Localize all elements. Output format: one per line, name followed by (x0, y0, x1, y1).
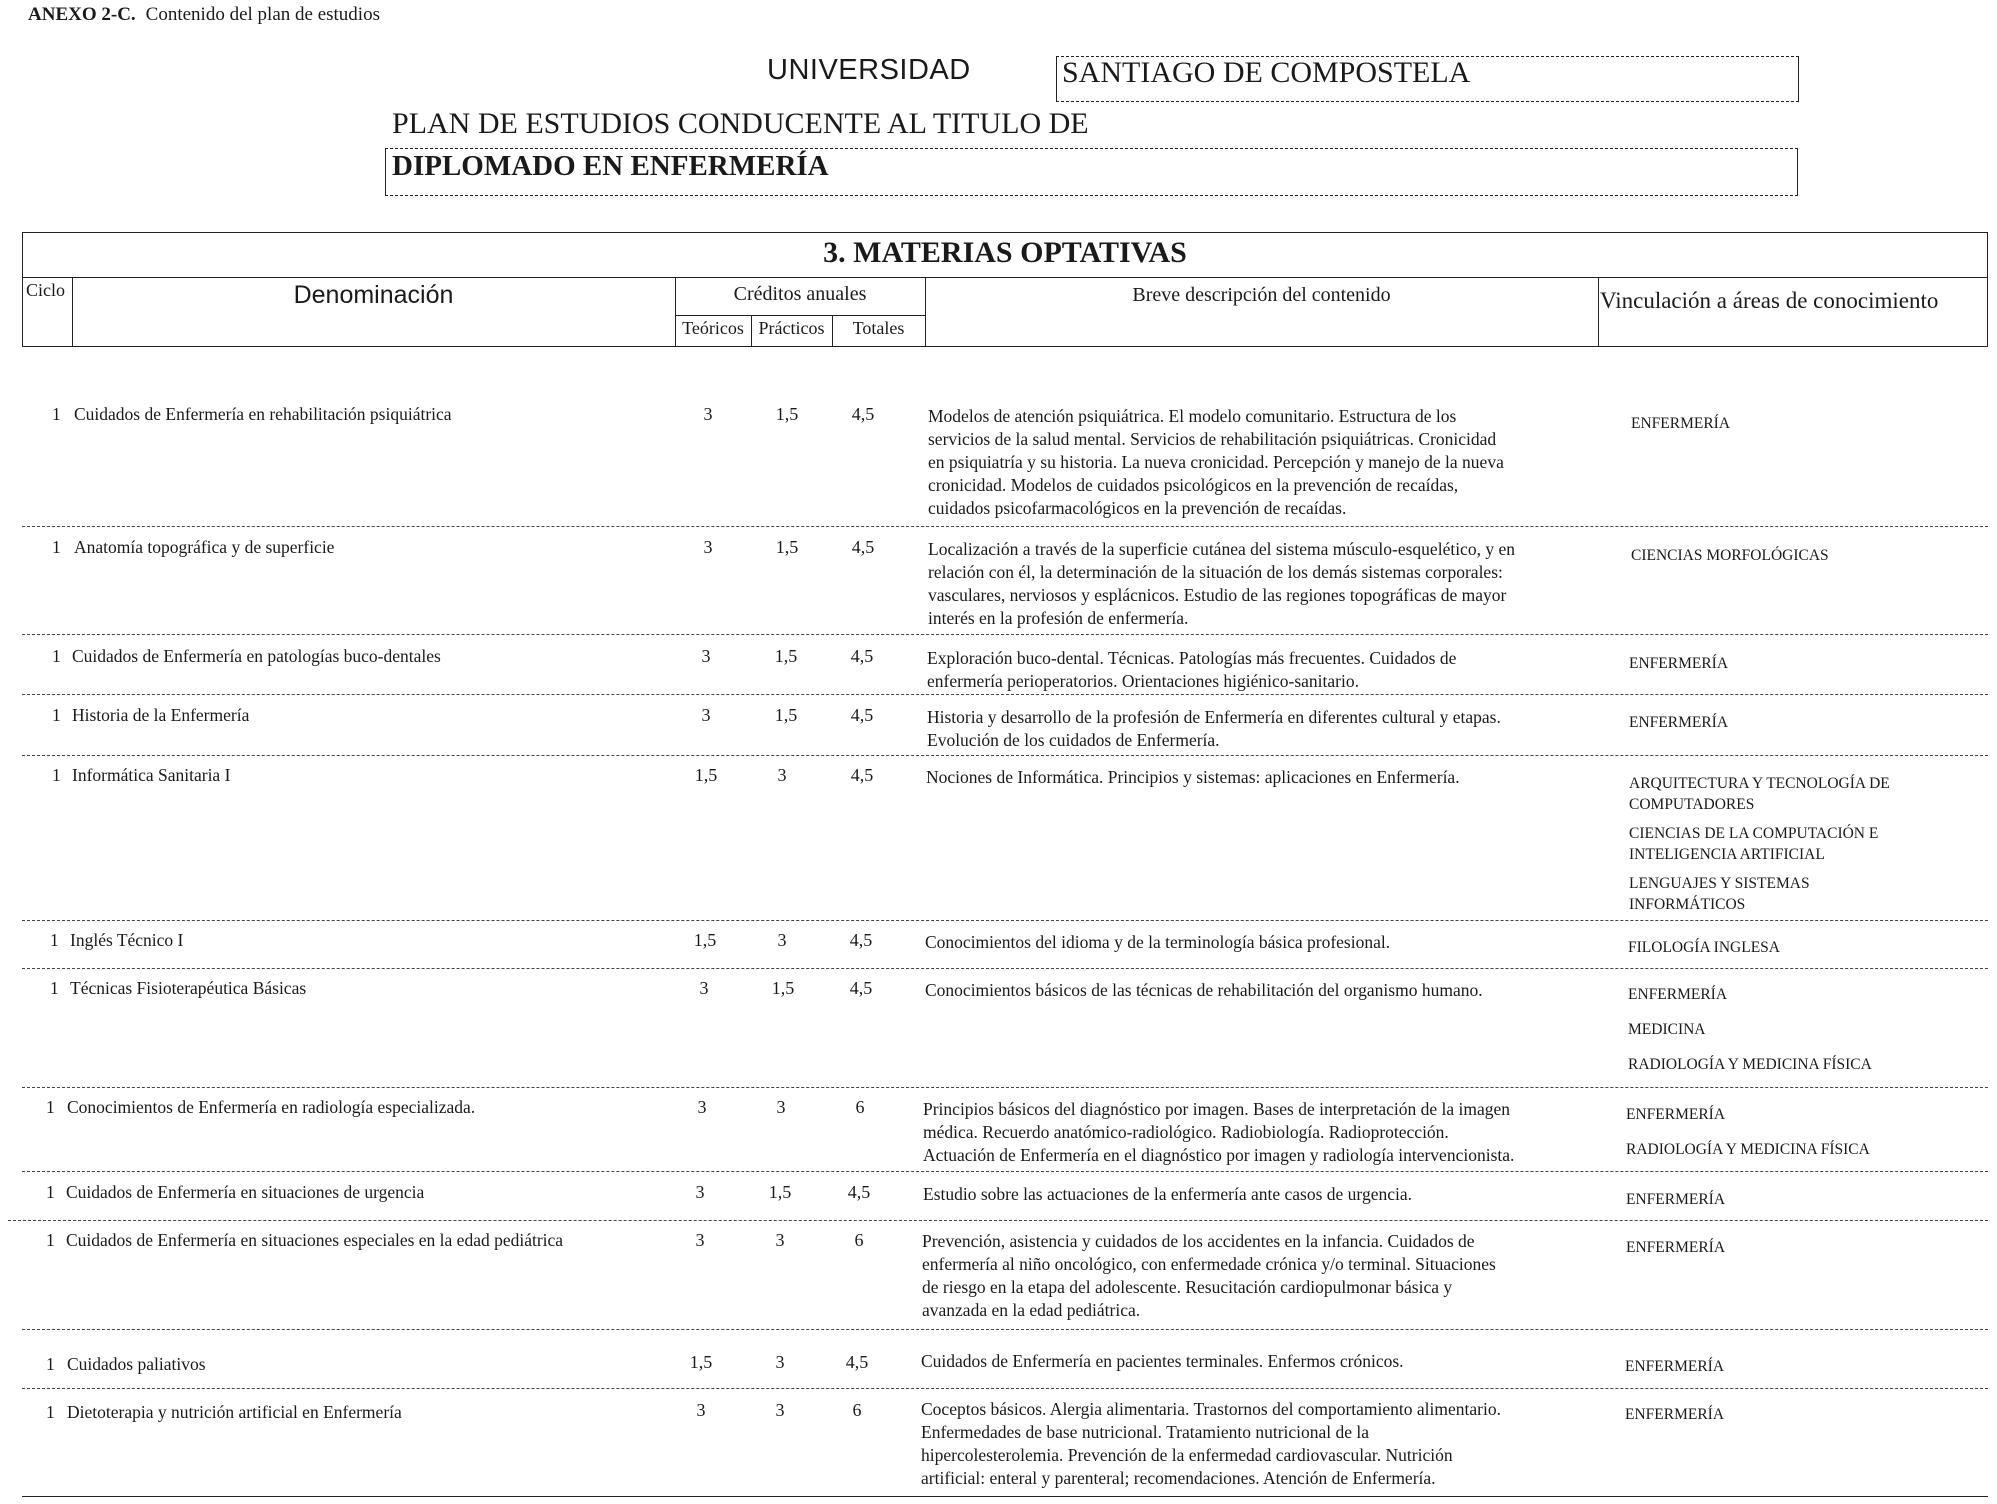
desc-line: Nociones de Informática. Principios y sistemas: aplicaciones en Enfermería. (926, 767, 1460, 787)
area-line: COMPUTADORES (1629, 796, 1755, 813)
row-area: ENFERMERÍA (1629, 714, 1729, 731)
area-line: ENFERMERÍA (1626, 1106, 1726, 1123)
row-teoricos: 3 (696, 1400, 706, 1420)
table-bottom-border (22, 1496, 1988, 1497)
desc-line: enfermería al niño oncológico, con enfermedade crónica y/o terminal. Situaciones (922, 1254, 1496, 1274)
row-separator (22, 1171, 1988, 1172)
row-denominacion: Dietoterapia y nutrición artificial en Enfermería (67, 1402, 402, 1422)
desc-line: Evolución de los cuidados de Enfermería. (927, 730, 1220, 750)
row-practicos: 1,5 (775, 537, 799, 557)
row-descripcion (926, 766, 1586, 789)
col-header-ciclo: Ciclo (26, 280, 65, 300)
col-header-practicos: Prácticos (758, 318, 825, 338)
section-title: 3. MATERIAS OPTATIVAS (823, 236, 1187, 269)
desc-line: relación con él, la determinación de la situación de los demás sistemas corporales: (928, 562, 1503, 582)
row-area: ENFERMERÍA (1625, 1406, 1725, 1423)
row-practicos: 1,5 (771, 978, 795, 998)
row-practicos: 1,5 (774, 646, 798, 666)
row-denominacion: Cuidados de Enfermería en patologías buco-dentales (72, 646, 441, 666)
row-ciclo: 1 (50, 930, 59, 950)
row-practicos: 3 (775, 1400, 785, 1420)
university-label: UNIVERSIDAD (767, 54, 971, 86)
row-denominacion: Técnicas Fisioterapéutica Básicas (70, 978, 307, 998)
row-practicos: 3 (777, 765, 787, 785)
row-descripcion (923, 1098, 1583, 1167)
desc-line: Principios básicos del diagnóstico por imagen. Bases de interpretación de la imagen (923, 1099, 1511, 1119)
row-practicos: 3 (776, 1097, 786, 1117)
row-practicos: 3 (777, 930, 787, 950)
area-line: RADIOLOGÍA Y MEDICINA FÍSICA (1628, 1056, 1872, 1073)
row-totales: 6 (855, 1097, 865, 1117)
area-line: INFORMÁTICOS (1629, 896, 1746, 913)
row-area (1629, 773, 1890, 915)
row-totales: 4,5 (847, 1182, 871, 1202)
row-totales: 6 (854, 1230, 864, 1250)
row-descripcion (925, 979, 1585, 1002)
row-teoricos: 1,5 (689, 1352, 713, 1372)
row-teoricos: 3 (701, 705, 711, 725)
row-descripcion (925, 931, 1585, 954)
row-descripcion (921, 1398, 1581, 1490)
row-area: FILOLOGÍA INGLESA (1628, 939, 1780, 956)
row-descripcion (928, 405, 1588, 520)
degree-title: DIPLOMADO EN ENFERMERÍA (392, 150, 829, 182)
desc-line: Localización a través de la superficie cutánea del sistema músculo-esquelético, y en (928, 539, 1515, 559)
row-ciclo: 1 (52, 537, 61, 557)
row-teoricos: 3 (699, 978, 709, 998)
row-teoricos: 3 (703, 537, 713, 557)
row-denominacion: Cuidados paliativos (67, 1354, 206, 1374)
row-totales: 4,5 (850, 646, 874, 666)
desc-line: en psiquiatría y su historia. La nueva cronicidad. Percepción y manejo de la nueva (928, 452, 1504, 472)
col-header-creditos: Créditos anuales (733, 283, 867, 305)
row-totales: 4,5 (851, 404, 875, 424)
row-totales: 4,5 (851, 537, 875, 557)
col-header-descripcion: Breve descripción del contenido (1132, 284, 1391, 306)
row-practicos: 3 (775, 1352, 785, 1372)
row-teoricos: 1,5 (694, 765, 718, 785)
row-ciclo: 1 (50, 978, 59, 998)
plan-label: PLAN DE ESTUDIOS CONDUCENTE AL TITULO DE (392, 107, 1089, 140)
desc-line: cronicidad. Modelos de cuidados psicológicos en la prevención de recaídas, (928, 475, 1459, 495)
desc-line: Modelos de atención psiquiátrica. El modelo comunitario. Estructura de los (928, 406, 1457, 426)
col-header-teoricos: Teóricos (682, 318, 744, 338)
desc-line: avanzada en la edad pediátrica. (922, 1300, 1141, 1320)
row-teoricos: 3 (697, 1097, 707, 1117)
row-ciclo: 1 (46, 1402, 55, 1422)
row-denominacion: Informática Sanitaria I (72, 765, 231, 785)
row-practicos: 1,5 (774, 705, 798, 725)
row-separator (22, 755, 1988, 756)
row-denominacion: Anatomía topográfica y de superficie (74, 537, 335, 557)
row-practicos: 3 (775, 1230, 785, 1250)
header-divider (22, 277, 1988, 278)
row-denominacion: Cuidados de Enfermería en situaciones de urgencia (66, 1182, 425, 1202)
row-ciclo: 1 (52, 404, 61, 424)
row-ciclo: 1 (46, 1097, 55, 1117)
row-denominacion: Cuidados de Enfermería en situaciones especiales en la edad pediátrica (66, 1230, 564, 1250)
row-area (1626, 1104, 1870, 1160)
row-practicos: 1,5 (775, 404, 799, 424)
desc-line: servicios de la salud mental. Servicios de rehabilitación psiquiátricas. Cronicidad (928, 429, 1497, 449)
row-separator (22, 920, 1988, 921)
desc-line: vasculares, nerviosos y esplácnicos. Estudio de las regiones topográficas de mayor (928, 585, 1507, 605)
row-area: ENFERMERÍA (1626, 1191, 1726, 1208)
col-divider (1598, 277, 1599, 347)
desc-line: Conocimientos básicos de las técnicas de rehabilitación del organismo humano. (925, 980, 1483, 1000)
row-separator (22, 968, 1988, 969)
desc-line: Cuidados de Enfermería en pacientes terminales. Enfermos crónicos. (921, 1351, 1404, 1371)
col-header-denominacion: Denominación (293, 281, 454, 309)
row-totales: 4,5 (849, 930, 873, 950)
row-descripcion (927, 647, 1587, 693)
area-line: ARQUITECTURA Y TECNOLOGÍA DE (1629, 775, 1890, 792)
desc-line: Prevención, asistencia y cuidados de los accidentes en la infancia. Cuidados de (922, 1231, 1475, 1251)
col-header-vinculacion: Vinculación a áreas de conocimiento (1600, 288, 1939, 313)
row-descripcion (928, 538, 1588, 630)
row-separator (22, 634, 1988, 635)
area-line: MEDICINA (1628, 1021, 1706, 1038)
col-header-totales: Totales (852, 318, 905, 338)
desc-line: Exploración buco-dental. Técnicas. Patologías más frecuentes. Cuidados de (927, 648, 1457, 668)
row-separator (22, 1087, 1988, 1088)
row-area: ENFERMERÍA (1631, 415, 1731, 432)
row-teoricos: 1,5 (693, 930, 717, 950)
row-totales: 4,5 (850, 705, 874, 725)
desc-line: médica. Recuerdo anatómico-radiológico. Radiobiología. Radioprotección. (923, 1122, 1449, 1142)
area-line: ENFERMERÍA (1628, 986, 1728, 1003)
row-separator (22, 526, 1988, 527)
desc-line: de riesgo en la etapa del adolescente. Resucitación cardiopulmonar básica y (922, 1277, 1453, 1297)
desc-line: enfermería perioperatorios. Orientaciones higiénico-sanitario. (927, 671, 1359, 691)
row-totales: 4,5 (850, 765, 874, 785)
row-separator (22, 1329, 1988, 1330)
row-teoricos: 3 (703, 404, 713, 424)
row-ciclo: 1 (52, 646, 61, 666)
desc-line: Historia y desarrollo de la profesión de Enfermería en diferentes cultural y etapas. (927, 707, 1501, 727)
row-ciclo: 1 (46, 1230, 55, 1250)
row-descripcion (921, 1350, 1581, 1373)
desc-line: Estudio sobre las actuaciones de la enfermería ante casos de urgencia. (923, 1184, 1412, 1204)
row-denominacion: Cuidados de Enfermería en rehabilitación psiquiátrica (74, 404, 452, 424)
area-line: INTELIGENCIA ARTIFICIAL (1629, 846, 1825, 863)
desc-line: artificial: enteral y parenteral; recomendaciones. Atención de Enfermería. (921, 1468, 1436, 1488)
row-ciclo: 1 (52, 705, 61, 725)
desc-line: cuidados psicofarmacológicos en la prevención de recaídas. (928, 498, 1347, 518)
row-area: ENFERMERÍA (1629, 655, 1729, 672)
row-totales: 4,5 (845, 1352, 869, 1372)
desc-line: Conocimientos del idioma y de la terminología básica profesional. (925, 932, 1391, 952)
row-separator (22, 1388, 1988, 1389)
row-totales: 4,5 (849, 978, 873, 998)
row-practicos: 1,5 (768, 1182, 792, 1202)
row-denominacion: Conocimientos de Enfermería en radiología especializada. (67, 1097, 476, 1117)
row-area: ENFERMERÍA (1626, 1239, 1726, 1256)
row-denominacion: Historia de la Enfermería (72, 705, 250, 725)
row-separator (22, 694, 1988, 695)
row-teoricos: 3 (701, 646, 711, 666)
row-denominacion: Inglés Técnico I (70, 930, 184, 950)
row-descripcion (927, 706, 1587, 752)
desc-line: Enfermedades de base nutricional. Tratamiento nutricional de la (921, 1422, 1370, 1442)
row-separator (8, 1220, 1988, 1221)
annex-text: Contenido del plan de estudios (145, 4, 380, 25)
row-totales: 6 (852, 1400, 862, 1420)
row-ciclo: 1 (46, 1354, 55, 1374)
area-line: RADIOLOGÍA Y MEDICINA FÍSICA (1626, 1141, 1870, 1158)
desc-line: Actuación de Enfermería en el diagnóstico por imagen y radiología intervencionista. (923, 1145, 1515, 1165)
annex-heading (28, 4, 380, 26)
university-name: SANTIAGO DE COMPOSTELA (1062, 56, 1471, 89)
row-teoricos: 3 (695, 1182, 705, 1202)
row-area (1628, 984, 1872, 1075)
row-descripcion (922, 1230, 1582, 1322)
row-area: ENFERMERÍA (1625, 1358, 1725, 1375)
row-area: CIENCIAS MORFOLÓGICAS (1631, 547, 1829, 564)
desc-line: interés en la profesión de enfermería. (928, 608, 1189, 628)
annex-label: ANEXO 2-C. (28, 4, 136, 25)
desc-line: hipercolesterolemia. Prevención de la enfermedad cardiovascular. Nutrición (921, 1445, 1453, 1465)
row-ciclo: 1 (52, 765, 61, 785)
credits-divider (675, 315, 925, 316)
desc-line: Coceptos básicos. Alergia alimentaria. Trastornos del comportamiento alimentario. (921, 1399, 1501, 1419)
area-line: LENGUAJES Y SISTEMAS (1629, 875, 1810, 892)
row-descripcion (923, 1183, 1583, 1206)
row-ciclo: 1 (46, 1182, 55, 1202)
row-teoricos: 3 (695, 1230, 705, 1250)
area-line: CIENCIAS DE LA COMPUTACIÓN E (1629, 825, 1879, 842)
